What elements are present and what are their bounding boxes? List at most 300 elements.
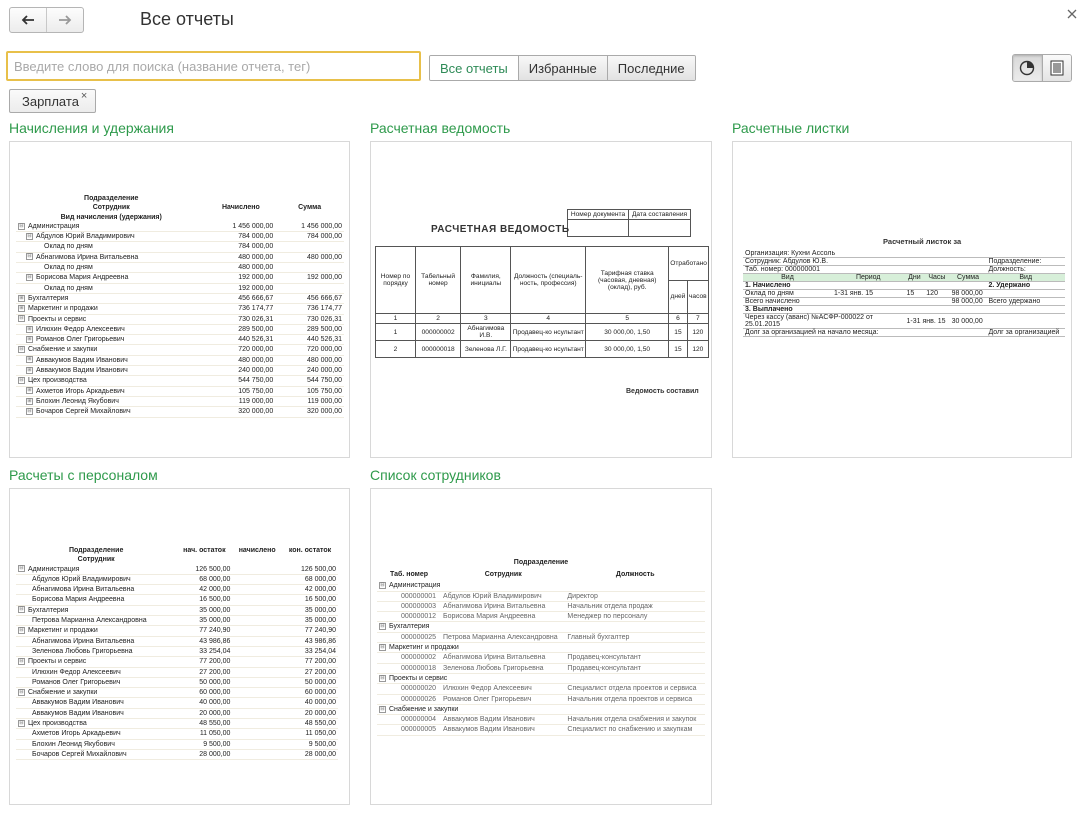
sum-cell: 784 000,00 (275, 232, 344, 242)
table-row (16, 605, 338, 615)
payslip-cell: 15 (904, 290, 924, 298)
table-row (377, 632, 705, 642)
row-name-cell (16, 739, 176, 749)
row-name-cell (16, 626, 176, 636)
table-row (16, 314, 344, 324)
group-name: Снабжение и закупки (389, 705, 459, 713)
position-cell: Менеджер по персоналу (565, 612, 705, 622)
table-row (16, 616, 338, 626)
row-name: Бухгалтерия (28, 606, 69, 614)
sum-cell: 440 526,31 (275, 335, 344, 345)
employee-cell: Петрова Марианна Александровна (441, 632, 565, 642)
col-header: Часы (924, 274, 949, 282)
start-balance-cell: 68 000,00 (176, 574, 232, 584)
accrued-cell: 784 000,00 (206, 232, 275, 242)
remove-tag-icon[interactable]: × (80, 90, 88, 102)
start-balance-cell: 48 550,00 (176, 719, 232, 729)
payroll-table (375, 246, 709, 358)
group-row (377, 622, 705, 632)
employee-cell: Абнагимова Ирина Витальевна (441, 601, 565, 611)
col-header: Период (832, 274, 905, 282)
accrued-cell (232, 698, 282, 708)
accrued-cell: 456 666,67 (206, 293, 275, 303)
payslip-table (743, 250, 1065, 337)
row-name-cell (16, 616, 176, 626)
row-name: Снабжение и закупки (28, 689, 98, 697)
col-header: Сотрудник (484, 570, 522, 578)
search-input[interactable] (6, 51, 421, 81)
employee-cell: Аввакумов Вадим Иванович (441, 715, 565, 725)
row-name: Аввакумов Вадим Иванович (36, 367, 128, 375)
tree-toggle-icon: ⊟ (19, 377, 24, 383)
accrued-cell: 480 000,00 (206, 263, 275, 273)
tab-recent[interactable]: Последние (607, 56, 695, 80)
total-accrued-value: 98 000,00 (950, 298, 987, 306)
row-name-cell (16, 314, 206, 324)
tree-toggle-icon: ⊟ (27, 232, 32, 239)
start-balance-cell: 42 000,00 (176, 585, 232, 595)
tab-number-cell: 000000012 (377, 612, 441, 622)
report-thumbnail-accruals[interactable] (9, 141, 350, 458)
payslip-title: Расчетный листок за (883, 237, 962, 246)
report-thumbnail-payslips[interactable] (732, 141, 1072, 458)
start-balance-cell: 50 000,00 (176, 677, 232, 687)
tree-toggle-icon: ⊞ (19, 304, 24, 311)
sum-cell: 720 000,00 (275, 345, 344, 355)
back-button[interactable] (10, 8, 46, 32)
tree-toggle-icon: ⊞ (27, 397, 32, 404)
filter-tag-label: Зарплата (22, 93, 79, 109)
total-accrued-label: Всего начислено (743, 298, 950, 306)
tree-toggle-icon: ⊟ (19, 346, 24, 353)
report-title-accruals[interactable]: Начисления и удержания (9, 120, 174, 136)
sum-cell: 730 026,31 (275, 314, 344, 324)
row-name-cell (16, 345, 206, 355)
position-cell: Директор (565, 591, 705, 601)
payslip-cell: 1-31 янв. 15 (904, 314, 949, 329)
position-cell: Продавец-консультант (565, 653, 705, 663)
row-name-cell (16, 232, 206, 242)
accrued-cell: 105 750,00 (206, 386, 275, 396)
accrued-cell: 720 000,00 (206, 345, 275, 355)
sum-cell: 480 000,00 (275, 355, 344, 365)
report-title-employee-list[interactable]: Список сотрудников (370, 467, 501, 483)
table-row (16, 386, 344, 396)
table-row (16, 232, 344, 242)
accrued-cell (232, 646, 282, 656)
row-name: Аввакумов Вадим Иванович (32, 709, 124, 717)
accrued-cell (232, 585, 282, 595)
table-row (377, 612, 705, 622)
accrued-cell (232, 729, 282, 739)
col-header: Сотрудник (77, 556, 115, 564)
section-accrued: 1. Начислено (743, 282, 986, 290)
group-cell (377, 643, 705, 653)
end-balance-cell: 11 050,00 (282, 729, 338, 739)
row-name-cell (16, 719, 176, 729)
table-row (16, 335, 344, 345)
sum-cell: 105 750,00 (275, 386, 344, 396)
row-name-cell (16, 396, 206, 406)
col-number: 5 (586, 314, 669, 324)
position-cell: Специалист отдела проектов и сервиса (565, 684, 705, 694)
row-name: Бочаров Сергей Михайлович (32, 750, 127, 758)
group-cell (377, 673, 705, 683)
table-row (16, 585, 338, 595)
group-cell (377, 622, 705, 632)
table-row (377, 653, 705, 663)
row-name: Цех производства (28, 377, 87, 385)
col-header: Вид (986, 274, 1065, 282)
position-cell: Начальник отдела снабжения и закупок (565, 715, 705, 725)
table-row (16, 222, 344, 232)
tree-toggle-icon: ⊟ (19, 688, 24, 695)
row-name-cell (16, 293, 206, 303)
employee-list-table (377, 558, 705, 736)
tree-toggle-icon: ⊟ (19, 657, 24, 664)
end-balance-cell: 35 000,00 (282, 616, 338, 626)
payslip-cell: 1-31 янв. 15 (832, 290, 905, 298)
tab-number-cell: 000000001 (377, 591, 441, 601)
section-withheld: 2. Удержано (986, 282, 1065, 290)
tab-number-label: Таб. номер: 000000001 (743, 266, 986, 274)
row-name: Администрация (28, 565, 80, 573)
report-thumbnail-payroll-sheet[interactable] (370, 141, 712, 458)
table-row (16, 304, 344, 314)
row-name-cell (16, 242, 206, 252)
tree-toggle-icon: ⊟ (380, 674, 385, 681)
employee-cell: Аввакумов Вадим Иванович (441, 725, 565, 735)
row-name-cell (16, 407, 206, 417)
start-balance-cell: 35 000,00 (176, 616, 232, 626)
table-row (377, 715, 705, 725)
end-balance-cell: 40 000,00 (282, 698, 338, 708)
table-row (16, 396, 344, 406)
employee-cell: Зеленова Любовь Григорьевна (441, 663, 565, 673)
payslip-cell: 30 000,00 (950, 314, 987, 329)
row-name: Бочаров Сергей Михайлович (36, 408, 131, 416)
row-name-cell (16, 565, 176, 575)
start-balance-cell: 40 000,00 (176, 698, 232, 708)
table-row (16, 355, 344, 365)
end-balance-cell: 35 000,00 (282, 605, 338, 615)
table-row (16, 273, 344, 283)
end-balance-cell: 42 000,00 (282, 585, 338, 595)
table-row (376, 324, 709, 341)
debt-start-label: Долг за организацией на начало месяца: (743, 329, 986, 337)
row-name-cell (16, 646, 176, 656)
row-name: Илюхин Федор Алексеевич (32, 668, 121, 676)
end-balance-cell: 50 000,00 (282, 677, 338, 687)
signature-label: Ведомость составил (626, 388, 699, 395)
sum-cell: 289 500,00 (275, 324, 344, 334)
sum-cell: 119 000,00 (275, 396, 344, 406)
row-name-cell (16, 273, 206, 283)
accrued-cell: 1 456 000,00 (206, 222, 275, 232)
table-row (16, 263, 344, 273)
payroll-cell: 000000018 (415, 341, 460, 358)
col-number: 4 (511, 314, 586, 324)
start-balance-cell: 11 050,00 (176, 729, 232, 739)
table-row (16, 595, 338, 605)
row-name-cell (16, 749, 176, 759)
position-cell: Специалист по снабжению и закупкам (565, 725, 705, 735)
sum-cell: 456 666,67 (275, 293, 344, 303)
payslip-cell: 98 000,00 (950, 290, 987, 298)
row-name: Администрация (28, 222, 80, 230)
tab-number-cell: 000000005 (377, 725, 441, 735)
tab-number-cell: 000000003 (377, 601, 441, 611)
payroll-cell: 15 (669, 324, 687, 341)
row-name: Оклад по дням (44, 284, 93, 292)
page-title: Все отчеты (140, 9, 234, 29)
row-name: Бухгалтерия (28, 294, 69, 302)
tab-number-cell: 000000002 (377, 653, 441, 663)
row-name: Оклад по дням (44, 264, 93, 272)
settlements-table (16, 546, 338, 760)
view-toggle (1012, 54, 1072, 82)
accrued-cell (232, 667, 282, 677)
col-header: Вид (743, 274, 832, 282)
table-row (376, 341, 709, 358)
group-cell (377, 581, 705, 591)
col-number: 3 (461, 314, 511, 324)
table-row (16, 626, 338, 636)
pie-chart-icon (1019, 60, 1035, 76)
row-name: Борисова Мария Андреевна (36, 274, 129, 282)
table-row (16, 739, 338, 749)
end-balance-cell: 9 500,00 (282, 739, 338, 749)
sum-cell: 320 000,00 (275, 407, 344, 417)
accrued-cell (232, 626, 282, 636)
table-row (16, 366, 344, 376)
start-balance-cell: 27 200,00 (176, 667, 232, 677)
table-row (16, 242, 344, 252)
row-name: Маркетинг и продажи (28, 305, 98, 313)
sum-cell: 1 456 000,00 (275, 222, 344, 232)
row-name: Цех производства (28, 720, 87, 728)
row-name-cell (16, 574, 176, 584)
payslip-cell: Оклад по дням (743, 290, 832, 298)
doc-number-label: Номер документа (568, 210, 629, 220)
filter-tag[interactable] (9, 89, 96, 113)
row-name-cell (16, 304, 206, 314)
table-row (16, 293, 344, 303)
group-cell (377, 704, 705, 714)
table-row (377, 591, 705, 601)
dept-label: Подразделение: (986, 258, 1065, 266)
accrued-cell: 192 000,00 (206, 273, 275, 283)
accrued-cell: 192 000,00 (206, 283, 275, 293)
end-balance-cell: 60 000,00 (282, 688, 338, 698)
report-title-settlements[interactable]: Расчеты с персоналом (9, 467, 158, 483)
accrued-cell: 240 000,00 (206, 366, 275, 376)
list-view-button[interactable] (1042, 55, 1072, 81)
accrued-cell: 480 000,00 (206, 355, 275, 365)
end-balance-cell: 33 254,04 (282, 646, 338, 656)
accrued-cell (232, 595, 282, 605)
tree-toggle-icon: ⊞ (27, 335, 32, 342)
col-header: Сумма (950, 274, 987, 282)
table-row (16, 729, 338, 739)
col-number: 1 (376, 314, 416, 324)
payroll-cell: 30 000,00, 1,50 (586, 324, 669, 341)
table-row (16, 698, 338, 708)
accrued-cell: 320 000,00 (206, 407, 275, 417)
start-balance-cell: 9 500,00 (176, 739, 232, 749)
row-name: Борисова Мария Андреевна (32, 596, 125, 604)
row-name-cell (16, 605, 176, 615)
row-name-cell (16, 252, 206, 262)
row-name: Абнагимова Ирина Витальевна (32, 586, 135, 594)
table-row (16, 283, 344, 293)
table-row (16, 565, 338, 575)
payroll-cell: Продавец-ко нсультант (511, 341, 586, 358)
tree-toggle-icon: ⊞ (27, 325, 32, 332)
forward-button[interactable] (46, 8, 83, 32)
row-name-cell (16, 283, 206, 293)
row-name-cell (16, 698, 176, 708)
tab-number-cell: 000000026 (377, 694, 441, 704)
end-balance-cell: 16 500,00 (282, 595, 338, 605)
tree-toggle-icon: ⊟ (380, 581, 385, 588)
row-name: Проекты и сервис (28, 658, 87, 666)
col-header: часов (687, 280, 708, 314)
start-balance-cell: 33 254,04 (176, 646, 232, 656)
table-row (16, 376, 344, 386)
tree-toggle-icon: ⊟ (19, 315, 24, 322)
payroll-cell: Абнагимова И.В. (461, 324, 511, 341)
row-name-cell (16, 335, 206, 345)
org-label: Организация: Кухни Ассоль (743, 250, 986, 258)
col-header: Дни (904, 274, 924, 282)
tab-number-cell: 000000004 (377, 715, 441, 725)
row-name: Романов Олег Григорьевич (36, 336, 125, 344)
payroll-cell: 15 (669, 341, 687, 358)
col-header: Подразделение (68, 547, 124, 554)
accrued-cell (232, 616, 282, 626)
row-name-cell (16, 657, 176, 667)
tree-toggle-icon: ⊟ (27, 253, 32, 260)
row-name: Зеленова Любовь Григорьевна (32, 647, 133, 655)
start-balance-cell: 28 000,00 (176, 749, 232, 759)
start-balance-cell: 16 500,00 (176, 595, 232, 605)
accruals-table (16, 194, 344, 418)
section-paid: 3. Выплачено (743, 306, 986, 314)
accrued-cell (232, 719, 282, 729)
row-name-cell (16, 688, 176, 698)
group-row (377, 704, 705, 714)
report-title-payroll-sheet[interactable]: Расчетная ведомость (370, 120, 511, 136)
employee-cell: Романов Олег Григорьевич (441, 694, 565, 704)
table-row (16, 657, 338, 667)
table-row (16, 252, 344, 262)
report-thumbnail-employee-list[interactable] (370, 488, 712, 805)
row-name: Ахметов Игорь Аркадьевич (36, 387, 125, 395)
report-thumbnail-settlements[interactable] (9, 488, 350, 805)
end-balance-cell: 20 000,00 (282, 708, 338, 718)
row-name: Оклад по дням (44, 243, 93, 251)
table-row (16, 636, 338, 646)
position-cell: Начальник отдела продаж (565, 601, 705, 611)
close-icon[interactable] (1066, 8, 1078, 20)
row-name-cell (16, 366, 206, 376)
tab-all-reports[interactable]: Все отчеты (430, 56, 518, 80)
group-name: Маркетинг и продажи (389, 644, 459, 652)
sum-cell: 480 000,00 (275, 252, 344, 262)
end-balance-cell: 126 500,00 (282, 565, 338, 575)
col-number: 6 (669, 314, 687, 324)
navigation-buttons (9, 7, 84, 33)
col-header: Отработано (669, 247, 709, 281)
position-cell: Начальник отдела проектов и сервиса (565, 694, 705, 704)
row-name: Абнагимова Ирина Витальевна (36, 253, 139, 261)
tab-number-cell: 000000018 (377, 663, 441, 673)
end-balance-cell: 48 550,00 (282, 719, 338, 729)
table-row (16, 688, 338, 698)
thumbnail-view-button[interactable] (1013, 55, 1042, 81)
end-balance-cell: 77 240,90 (282, 626, 338, 636)
end-balance-cell: 68 000,00 (282, 574, 338, 584)
table-row (16, 708, 338, 718)
sum-cell: 736 174,77 (275, 304, 344, 314)
table-row (377, 694, 705, 704)
tree-toggle-icon: ⊟ (380, 705, 385, 712)
end-balance-cell: 28 000,00 (282, 749, 338, 759)
start-balance-cell: 77 200,00 (176, 657, 232, 667)
payroll-cell: 000000002 (415, 324, 460, 341)
employee-cell: Илюхин Федор Алексеевич (441, 684, 565, 694)
col-header: Фамилия, инициалы (461, 247, 511, 314)
col-header: дней (669, 280, 687, 314)
table-row (377, 725, 705, 735)
row-name: Снабжение и закупки (28, 346, 98, 354)
debt-label: Долг за организацией (986, 329, 1065, 337)
accrued-cell: 440 526,31 (206, 335, 275, 345)
start-balance-cell: 35 000,00 (176, 605, 232, 615)
sum-cell: 544 750,00 (275, 376, 344, 386)
row-name: Блохин Леонид Якубович (36, 397, 119, 405)
table-row (16, 345, 344, 355)
payroll-cell: Продавец-ко нсультант (511, 324, 586, 341)
row-name-cell (16, 585, 176, 595)
accrued-cell (232, 636, 282, 646)
row-name: Маркетинг и продажи (28, 627, 98, 635)
tree-toggle-icon: ⊞ (27, 356, 32, 363)
table-row (16, 719, 338, 729)
row-name-cell (16, 708, 176, 718)
report-title-payslips[interactable]: Расчетные листки (732, 120, 850, 136)
group-row (377, 643, 705, 653)
tab-number-cell: 000000025 (377, 632, 441, 642)
end-balance-cell: 27 200,00 (282, 667, 338, 677)
row-name: Абдулов Юрий Владимирович (32, 575, 131, 583)
table-row (16, 324, 344, 334)
list-icon (1050, 60, 1064, 76)
col-header: Табельный номер (415, 247, 460, 314)
end-balance-cell: 77 200,00 (282, 657, 338, 667)
tree-toggle-icon: ⊟ (380, 623, 385, 630)
row-name-cell (16, 376, 206, 386)
payroll-cell: 1 (376, 324, 416, 341)
payroll-cell: 120 (687, 341, 708, 358)
col-header: Тарифная ставка (часовая, дневная) (оклад), руб. (586, 247, 669, 314)
tab-favorites[interactable]: Избранные (518, 56, 607, 80)
arrow-left-icon (21, 15, 35, 25)
row-name: Аввакумов Вадим Иванович (36, 356, 128, 364)
row-name-cell (16, 386, 206, 396)
employee-cell: Борисова Мария Андреевна (441, 612, 565, 622)
